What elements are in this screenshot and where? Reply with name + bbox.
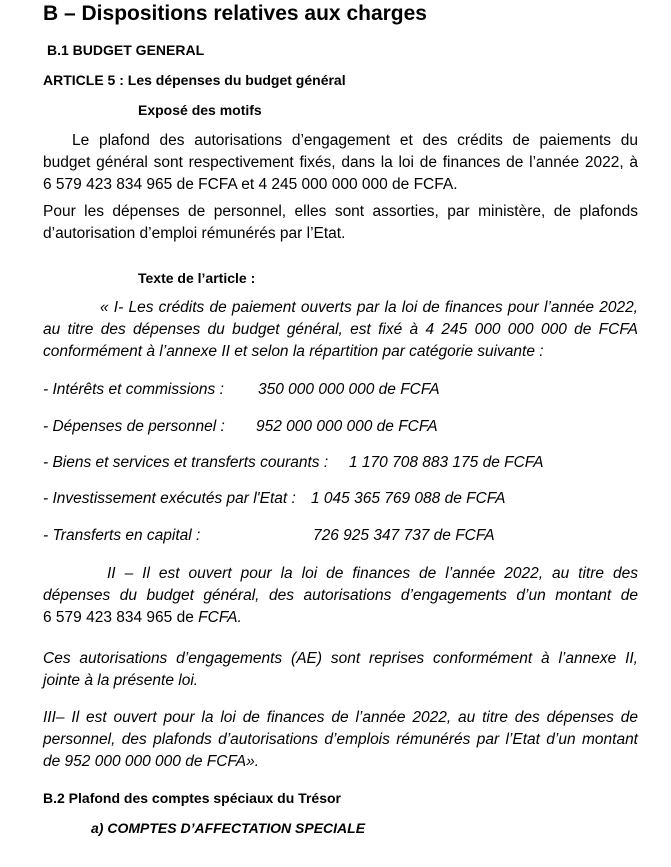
amount-text: 6 579 423 834 965 de (43, 609, 194, 626)
article-paragraph-1 (43, 297, 638, 363)
expose-paragraph-2 (43, 201, 638, 245)
text-line: d’autorisation d’emploi rémunérés par l’Etat. (43, 225, 346, 242)
article-paragraph-2 (43, 563, 638, 629)
section-heading: B – Dispositions relatives aux charges (43, 2, 427, 25)
expose-paragraph-1 (43, 130, 638, 196)
item-label: - Investissement exécutés par l'Etat : (43, 490, 296, 507)
item-label: - Transferts en capital : (43, 527, 201, 544)
item-value: 1 045 365 769 088 de FCFA (311, 490, 506, 507)
item-value: 350 000 000 000 de FCFA (258, 381, 440, 398)
b1-title: B.1 BUDGET GENERAL (47, 42, 205, 58)
b2-title: B.2 Plafond des comptes spéciaux du Trésor (43, 790, 341, 806)
texte-title: Texte de l’article : (138, 270, 256, 286)
article-paragraph-4 (43, 707, 638, 773)
article-title: ARTICLE 5 : Les dépenses du budget général (43, 72, 346, 88)
article-paragraph-3 (43, 648, 638, 692)
text-line: conformément à l’annexe II et selon la répartition par catégorie suivante : (43, 343, 544, 360)
text-line: II – Il est ouvert pour la loi de finances de l’année 2022, au titre des (107, 565, 638, 582)
expose-title: Exposé des motifs (138, 102, 262, 118)
text-line: Le plafond des autorisations d’engagement et des crédits de paiements du (72, 132, 638, 149)
text-line: Ces autorisations d’engagements (AE) sont reprises conformément à l’annexe II, (43, 650, 638, 667)
item-label: - Intérêts et commissions : (43, 381, 224, 398)
text-line: au titre des dépenses du budget général, est fixé à 4 245 000 000 000 de FCFA (43, 321, 638, 338)
text-line: budget général sont respectivement fixés, dans la loi de finances de l’année 2022, à (43, 154, 638, 171)
item-value: 726 925 347 737 de FCFA (313, 527, 495, 544)
text-line: III– Il est ouvert pour la loi de finances de l’année 2022, au titre des dépenses de (43, 709, 638, 726)
text-line: dépenses du budget général, des autorisations d’engagements d’un montant de (43, 587, 638, 604)
text-line: jointe à la présente loi. (43, 672, 199, 689)
unit-text: FCFA. (198, 609, 242, 626)
b2-subtitle: a) COMPTES D’AFFECTATION SPECIALE (91, 820, 366, 836)
text-line: 6 579 423 834 965 de FCFA et 4 245 000 000 000 de FCFA. (43, 176, 458, 193)
item-value: 952 000 000 000 de FCFA (256, 418, 438, 435)
text-line: personnel, des plafonds d’autorisations d’emplois rémunérés par l’Etat d’un montant (43, 731, 638, 748)
text-line (43, 607, 638, 629)
item-label: - Biens et services et transferts courants : (43, 454, 329, 471)
item-label: - Dépenses de personnel : (43, 418, 225, 435)
text-line: « I- Les crédits de paiement ouverts par la loi de finances pour l’année 2022, (100, 299, 638, 316)
text-line: de 952 000 000 000 de FCFA». (43, 753, 260, 770)
item-value: 1 170 708 883 175 de FCFA (349, 454, 544, 471)
text-line: Pour les dépenses de personnel, elles sont assorties, par ministère, de plafonds (43, 203, 638, 220)
